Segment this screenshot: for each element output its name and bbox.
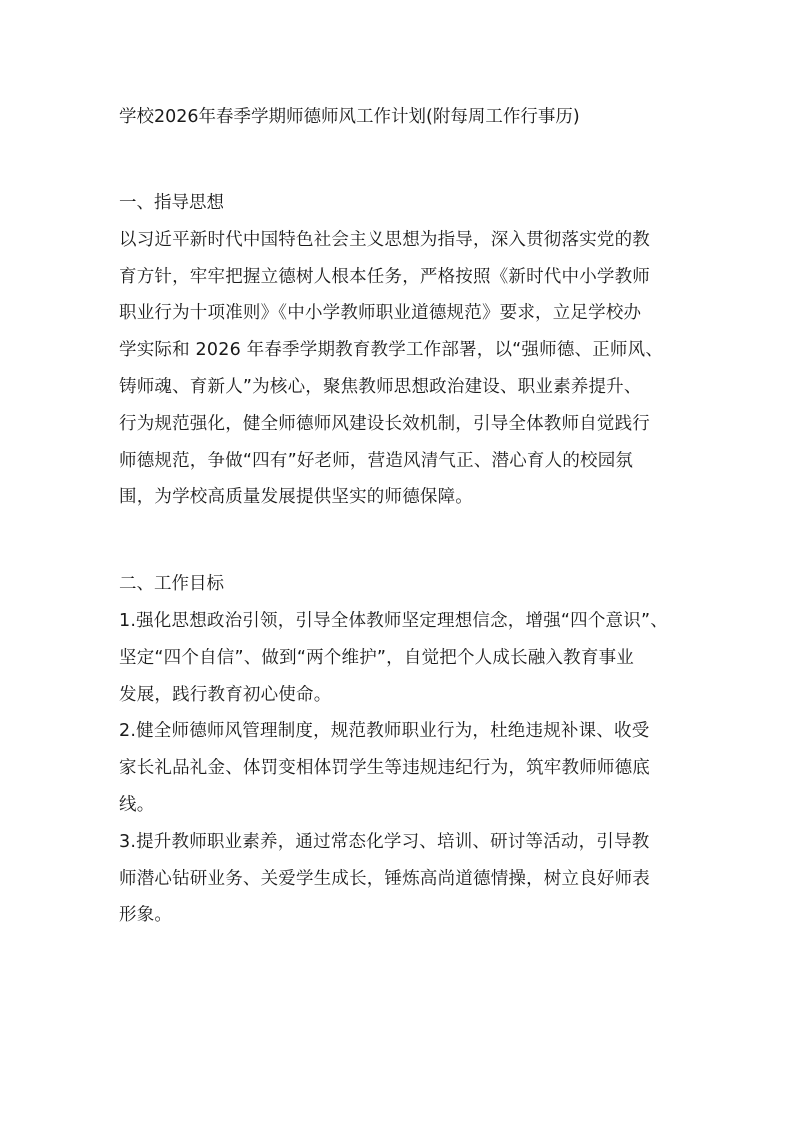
document-body [119,103,675,934]
list-item-line: 形象。 [119,905,173,926]
document-title: 学校2026年春季学期师德师风工作计划(附每周工作行事历) [119,107,580,127]
spacer [119,131,675,185]
paragraph-line: 育方针，牢牢把握立德树人根本任务，严格按照《新时代中小学教师 [119,266,650,287]
paragraph-line: 铸师魂、育新人”为核心，聚焦教师思想政治建设、职业素养提升、 [119,376,642,397]
list-item-line: 家长礼品礼金、体罚变相体罚学生等违规违纪行为，筑牢教师师德底 [119,758,650,779]
list-item-line: 发展，践行教育初心使命。 [119,684,332,705]
list-item-line: 1.强化思想政治引领，引导全体教师坚定理想信念，增强“四个意识”、 [119,610,668,631]
paragraph-line: 以习近平新时代中国特色社会主义思想为指导，深入贯彻落实党的教 [119,229,650,250]
paragraph-line: 行为规范强化，健全师德师风建设长效机制，引导全体教师自觉践行 [119,413,650,434]
list-item-line: 3.提升教师职业素养，通过常态化学习、培训、研讨等活动，引导教 [119,831,650,852]
section-work-goals [119,566,675,934]
goal-item-2 [119,713,675,823]
paragraph-line: 学实际和 2026 年春季学期教育教学工作部署，以“强师德、正师风、 [119,340,664,361]
paragraph-line: 师德规范，争做“四有”好老师，营造风清气正、潜心育人的校园氛 [119,450,634,471]
goal-item-3 [119,824,675,934]
section-heading: 二、工作目标 [119,574,224,595]
spacer [119,516,675,566]
list-item-line: 线。 [119,794,155,815]
list-item-line: 坚定“四个自信”、做到“两个维护”，自觉把个人成长融入教育事业 [119,647,634,668]
list-item-line: 师潜心钻研业务、关爱学生成长，锤炼高尚道德情操，树立良好师表 [119,868,650,889]
paragraph-line: 围，为学校高质量发展提供坚实的师德保障。 [119,487,473,508]
goal-item-1 [119,603,675,713]
list-item-line: 2.健全师德师风管理制度，规范教师职业行为，杜绝违规补课、收受 [119,721,650,742]
section-guiding-ideology [119,185,675,516]
section-heading: 一、指导思想 [119,193,224,213]
paragraph-line: 职业行为十项准则》《中小学教师职业道德规范》要求，立足学校办 [119,303,642,324]
